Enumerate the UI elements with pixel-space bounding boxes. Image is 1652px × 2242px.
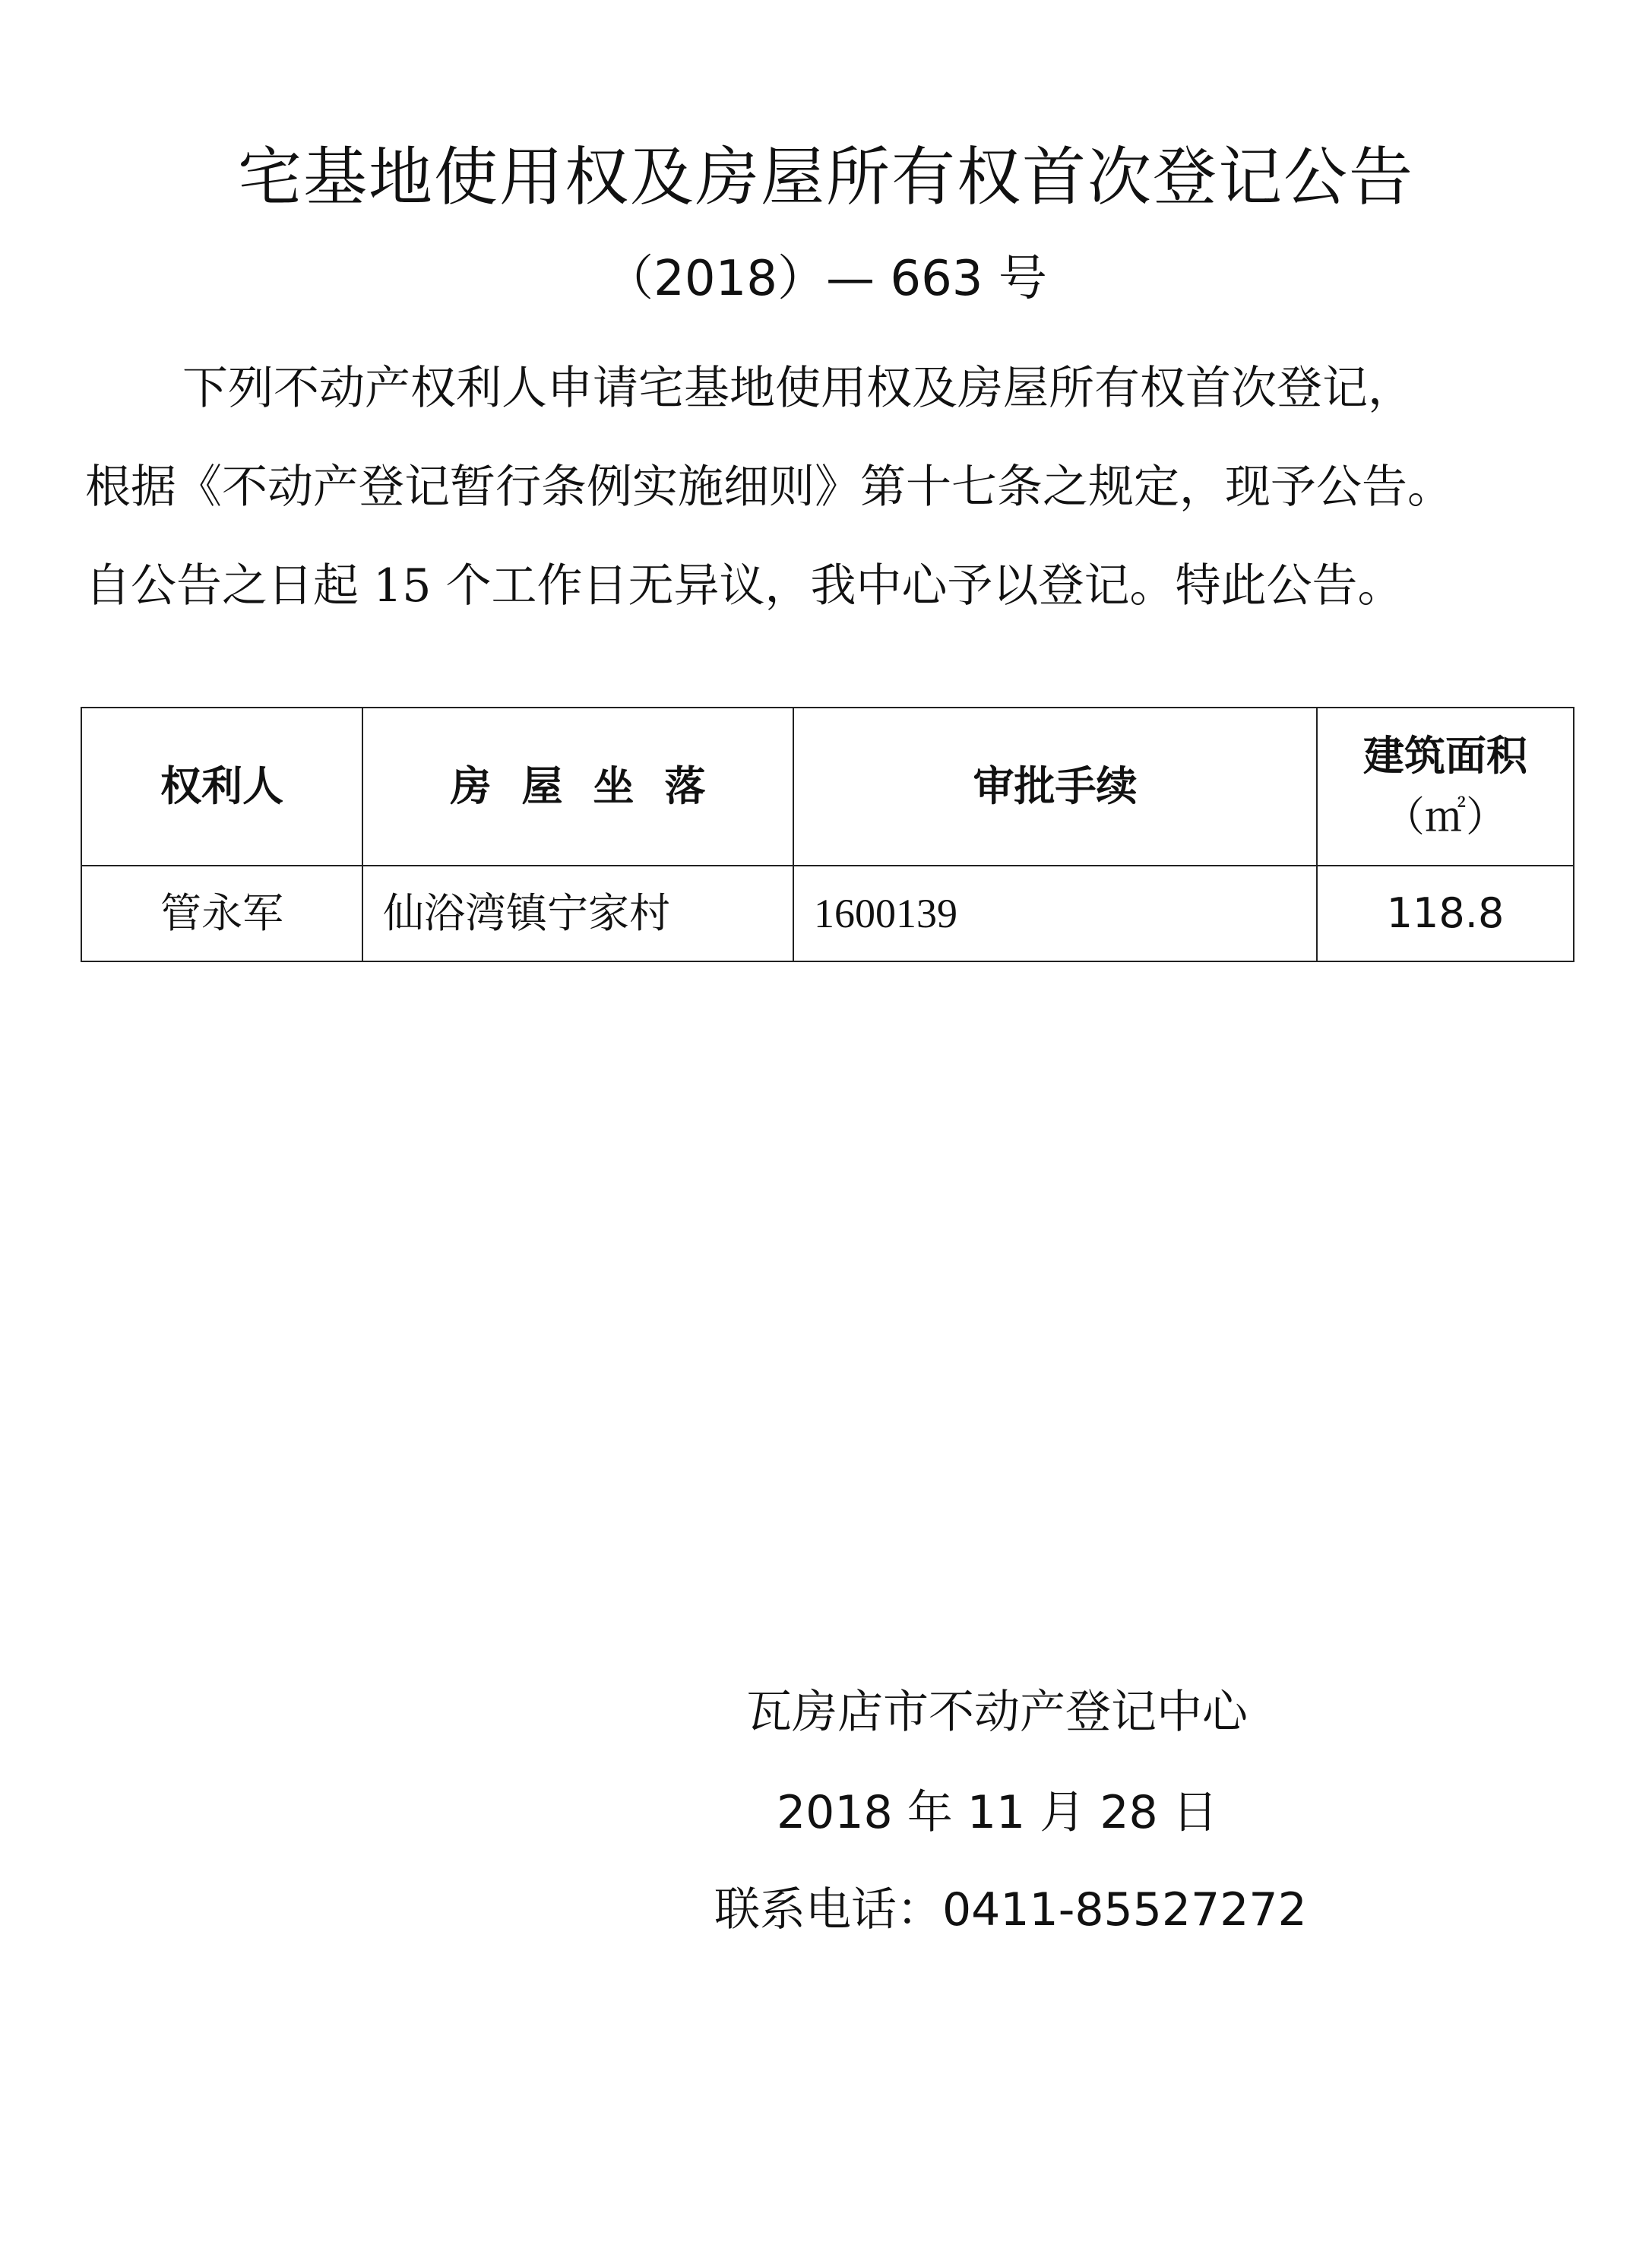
table-header-row: [81, 708, 1574, 866]
header-area-unit: （㎡）: [1384, 793, 1507, 841]
header-location: 房屋坐落: [362, 708, 793, 866]
issuing-organization: 瓦房店市不动产登记中心: [746, 1686, 1248, 1739]
document-number: （2018）— 663 号: [605, 251, 1047, 307]
cell-holder: 管永军: [81, 866, 362, 961]
notice-paragraph-3: 自公告之日起 15 个工作日无异议，我中心予以登记。特此公告。: [85, 559, 1404, 613]
registration-table: [81, 707, 1574, 962]
header-area-label: 建筑面积: [1363, 732, 1527, 780]
notice-title: 宅基地使用权及房屋所有权首次登记公告: [237, 140, 1414, 214]
cell-location: 仙浴湾镇宁家村: [362, 866, 793, 961]
cell-area: 118.8: [1317, 866, 1574, 961]
header-approval: 审批手续: [793, 708, 1317, 866]
notice-paragraph-2: 根据《不动产登记暂行条例实施细则》第十七条之规定，现予公告。: [85, 461, 1453, 514]
table-row: [81, 866, 1574, 961]
contact-phone: [714, 1876, 1307, 1944]
cell-approval: 1600139: [793, 866, 1317, 961]
notice-paragraph-1: 下列不动产权利人申请宅基地使用权及房屋所有权首次登记，: [182, 362, 1413, 415]
issue-date: 2018 年 11 月 28 日: [777, 1786, 1218, 1839]
header-holder: 权利人: [81, 708, 362, 866]
phone-number: 0411-85527272: [942, 1883, 1307, 1936]
header-area: [1317, 708, 1574, 866]
phone-label: 联系电话：: [714, 1883, 942, 1936]
